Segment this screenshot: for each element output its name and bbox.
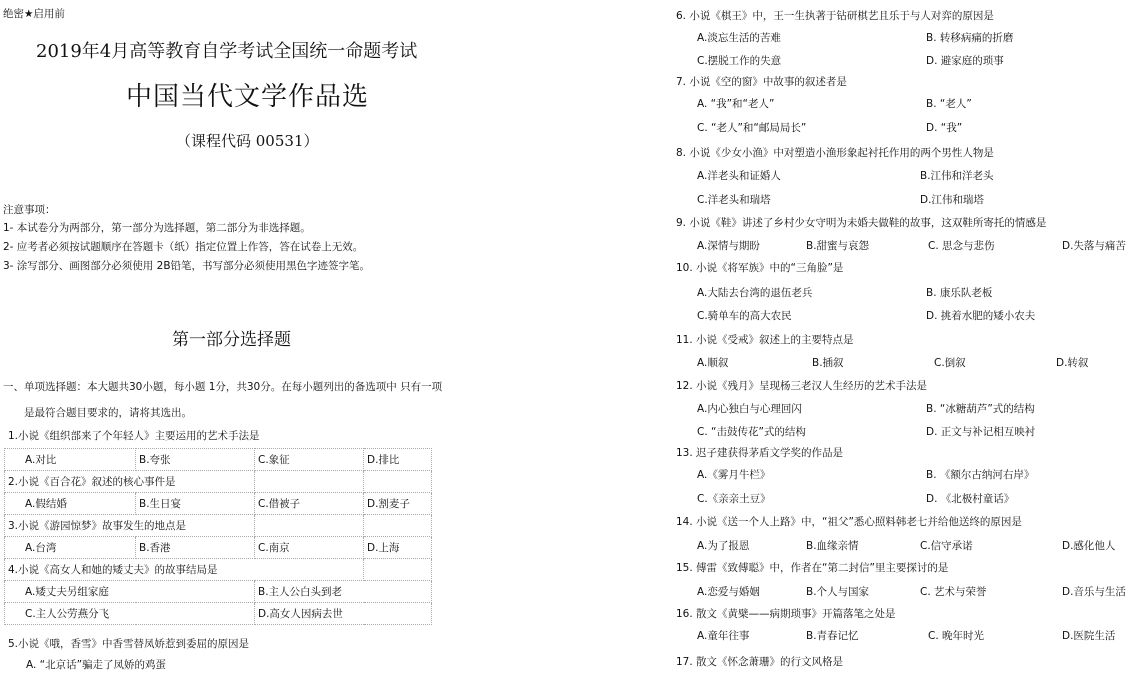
option: C. “老人”和“邮局局长” xyxy=(697,122,807,134)
part-heading: 第一部分选择题 xyxy=(172,330,291,350)
option: A.为了报恩 xyxy=(697,540,750,552)
option: B.江伟和洋老头 xyxy=(920,170,994,182)
question-stem: 8. 小说《少女小渔》中对塑造小渔形象起衬托作用的两个男性人物是 xyxy=(676,147,994,159)
question-stem: 14. 小说《送一个人上路》中，“祖父”悉心照料韩老七并给他送终的原因是 xyxy=(676,516,1022,528)
option: C.倒叙 xyxy=(934,357,966,369)
option: B.香港 xyxy=(136,537,255,559)
subject-title: 中国当代文学作品选 xyxy=(126,82,370,112)
option: D. “我” xyxy=(926,122,963,134)
question-stem: 11. 小说《受戒》叙述上的主要特点是 xyxy=(676,334,854,346)
option: D. 避家庭的琐事 xyxy=(926,55,1004,67)
option: D.转叙 xyxy=(1056,357,1089,369)
option: C. 思念与悲伤 xyxy=(928,240,995,252)
question-table xyxy=(4,448,432,625)
question-stem: 6. 小说《棋王》中，王一生执著于钻研棋艺且乐于与人对弈的原因是 xyxy=(676,10,994,22)
option: A.恋爱与婚姻 xyxy=(697,586,760,598)
option: A.对比 xyxy=(5,449,136,471)
option: B.青春记忆 xyxy=(806,630,859,642)
note-item: 3- 涂写部分、画图部分必须使用 2B铅笔，书写部分必须使用黑色字迹签字笔。 xyxy=(3,260,371,272)
option: C.借被子 xyxy=(255,493,364,515)
option: A.大陆去台湾的退伍老兵 xyxy=(697,287,813,299)
option: D. 《北极村童话》 xyxy=(926,493,1015,505)
option: A.童年往事 xyxy=(697,630,750,642)
option: B.个人与国家 xyxy=(806,586,870,598)
option: A.矮丈夫另组家庭 xyxy=(5,581,255,603)
option: C.骑单车的高大农民 xyxy=(697,310,792,322)
option: C. 晚年时光 xyxy=(928,630,985,642)
option: D.割麦子 xyxy=(364,493,432,515)
question-stem: 9. 小说《鞋》讲述了乡村少女守明为未婚夫做鞋的故事，这双鞋所寄托的情感是 xyxy=(676,217,1047,229)
option: C.摆脱工作的失意 xyxy=(697,55,782,67)
option: C.南京 xyxy=(255,537,364,559)
section-instruction-cont: 是最符合题目要求的，请将其选出。 xyxy=(24,407,192,419)
section-instruction: 一、单项选择题：本大题共30小题，每小题 1分，共30分。在每小题列出的备选项中 只有一项 xyxy=(3,381,443,393)
option: B.血缘亲情 xyxy=(806,540,859,552)
option: D.感化他人 xyxy=(1062,540,1116,552)
option: D. 正文与补记相互映衬 xyxy=(926,426,1036,438)
question-stem: 3.小说《游园惊梦》故事发生的地点是 xyxy=(5,515,255,537)
option: C.《亲亲土豆》 xyxy=(697,493,771,505)
option: A.深情与期盼 xyxy=(697,240,760,252)
option: D. 挑着水肥的矮小农夫 xyxy=(926,310,1036,322)
question-stem: 15. 傅雷《致傅聪》中，作者在“第二封信”里主要探讨的是 xyxy=(676,562,949,574)
option: C.洋老头和瑞塔 xyxy=(697,194,771,206)
option: D.失落与痛苦 xyxy=(1062,240,1126,252)
option: C.主人公劳燕分飞 xyxy=(5,603,255,625)
option: D.上海 xyxy=(364,537,432,559)
question-stem: 10. 小说《将军族》中的“三角脸”是 xyxy=(676,262,844,274)
option: B. 转移病痛的折磨 xyxy=(926,32,1014,44)
option: D.江伟和瑞塔 xyxy=(920,194,984,206)
question-stem: 1.小说《组织部来了个年轻人》主要运用的艺术手法是 xyxy=(8,430,260,442)
option: B.夸张 xyxy=(136,449,255,471)
question-stem: 17. 散文《怀念萧珊》的行文风格是 xyxy=(676,656,844,668)
notes-title: 注意事项： xyxy=(3,204,56,216)
option: C.信守承诺 xyxy=(920,540,973,552)
option: D.音乐与生活 xyxy=(1062,586,1126,598)
option: A.淡忘生活的苦难 xyxy=(697,32,781,44)
option: C.象征 xyxy=(255,449,364,471)
option: A. “我”和“老人” xyxy=(697,98,775,110)
question-stem: 16. 散文《黄檗——病期琐事》开篇落笔之处是 xyxy=(676,608,896,620)
question-stem: 4.小说《高女人和她的矮丈夫》的故事结局是 xyxy=(5,559,364,581)
option: D.医院生活 xyxy=(1062,630,1116,642)
option: A. “北京话”骗走了凤娇的鸡蛋 xyxy=(26,659,167,671)
option: B.插叙 xyxy=(812,357,844,369)
question-stem: 5.小说《哦，香雪》中香雪替凤娇惹到委屈的原因是 xyxy=(8,638,250,650)
question-stem: 12. 小说《残月》呈现杨三老汉人生经历的艺术手法是 xyxy=(676,380,928,392)
option: B. “冰糖葫芦”式的结构 xyxy=(926,403,1035,415)
question-stem: 2.小说《百合花》叙述的核心事件是 xyxy=(5,471,255,493)
question-stem: 13. 迟子建获得茅盾文学奖的作品是 xyxy=(676,447,844,459)
option: A.台湾 xyxy=(5,537,136,559)
option: B.生日宴 xyxy=(136,493,255,515)
note-item: 1- 本试卷分为两部分，第一部分为选择题，第二部分为非选择题。 xyxy=(3,222,311,234)
option: A.假结婚 xyxy=(5,493,136,515)
option: A.《雾月牛栏》 xyxy=(697,469,771,481)
option: C. 艺术与荣誉 xyxy=(920,586,987,598)
option: A.顺叙 xyxy=(697,357,729,369)
note-item: 2- 应考者必须按试题顺序在答题卡（纸）指定位置上作答，答在试卷上无效。 xyxy=(3,241,364,253)
exam-title: 2019年4月高等教育自学考试全国统一命题考试 xyxy=(36,41,418,62)
option: B. “老人” xyxy=(926,98,972,110)
question-stem: 7. 小说《空的窗》中故事的叙述者是 xyxy=(676,76,847,88)
option: A.内心独白与心理回闪 xyxy=(697,403,802,415)
option: B. 《额尔古纳河右岸》 xyxy=(926,469,1035,481)
option: B. 康乐队老板 xyxy=(926,287,993,299)
option: C. “击鼓传花”式的结构 xyxy=(697,426,806,438)
option: D.排比 xyxy=(364,449,432,471)
course-code: （课程代码 00531） xyxy=(176,132,319,150)
option: B.甜蜜与哀怨 xyxy=(806,240,870,252)
option: B.主人公白头到老 xyxy=(255,581,432,603)
option: D.高女人因病去世 xyxy=(255,603,432,625)
option: A.洋老头和证婚人 xyxy=(697,170,781,182)
secret-label: 绝密★启用前 xyxy=(3,8,65,20)
